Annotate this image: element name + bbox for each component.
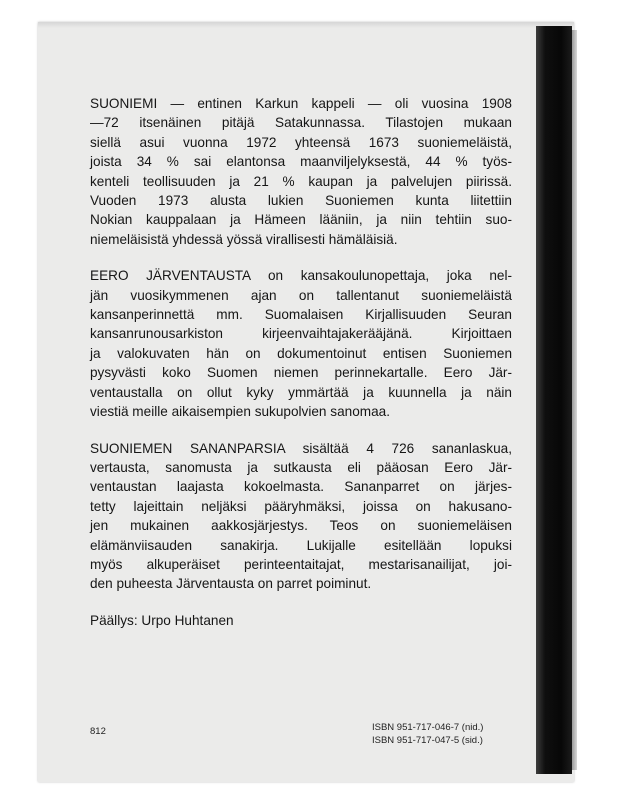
text-line: niemeläisistä yhdessä yössä virallisesti hämäläisiä. [90, 231, 398, 247]
text-line: kansanrunousarkiston kirjeenvaihtajakerääjänä. Kirjoittaen [90, 326, 512, 342]
text-line: SUONIEMEN SANANPARSIA sisältää 4 726 sananlaskua, [90, 440, 512, 456]
text-line: viestiä meille aikaisempien sukupolvien sanomaa. [90, 404, 390, 420]
text-line: vertausta, sanomusta ja sutkausta eli pääosan Eero Jär- [90, 459, 512, 475]
blurb-text [90, 94, 512, 647]
text-line: kenteli teollisuuden ja 21 % kaupan ja palvelujen piirissä. [90, 173, 512, 189]
paragraph-suoniemi [90, 94, 512, 249]
book-spine [536, 26, 572, 774]
text-line: siellä asui vuonna 1972 yhteensä 1673 suoniemeläistä, [90, 134, 512, 150]
text-line: Nokian kauppalaan ja Hämeen lääniin, ja niin tehtiin suo- [90, 212, 512, 228]
text-line: myös alkuperäiset perinteentaitajat, mestarisanailijat, joi- [90, 556, 512, 572]
isbn-paperback: ISBN 951-717-046-7 (nid.) [372, 722, 484, 733]
text-line: SUONIEMI — entinen Karkun kappeli — oli vuosina 1908 [90, 96, 512, 111]
paragraph-book [90, 439, 512, 594]
text-line: tetty lajeittain neljäksi pääryhmäksi, joissa on hakusano- [90, 498, 512, 514]
cover-top-shade [38, 22, 574, 28]
page-code: 812 [90, 726, 106, 737]
text-line: kansanperinnettä mm. Suomalaisen Kirjallisuuden Seuran [90, 307, 512, 323]
text-line: EERO JÄRVENTAUSTA on kansakoulunopettaja, joka nel- [90, 268, 512, 284]
text-line: pysyvästi koko Suomen niemen perinnekartalle. Eero Jär- [90, 365, 512, 381]
isbn-block [372, 721, 512, 747]
cover-credit: Päällys: Urpo Huhtanen [90, 612, 234, 628]
text-line: Vuoden 1973 alusta lukien Suoniemen kunta liitettiin [90, 193, 512, 209]
text-line: —72 itsenäinen pitäjä Satakunnassa. Tilastojen mukaan [90, 115, 512, 131]
spine-page-edge [572, 30, 577, 770]
text-line: den puheesta Järventausta on parret poiminut. [90, 576, 372, 592]
isbn-hardcover: ISBN 951-717-047-5 (sid.) [372, 735, 483, 746]
text-line: jän vuosikymmenen ajan on tallentanut suoniemeläistä [90, 287, 512, 303]
text-line: elämänviisauden sanakirja. Lukijalle esitellään lopuksi [90, 537, 512, 553]
paragraph-author [90, 266, 512, 421]
text-line: ventaustan laajasta kokoelmasta. Sananparret on järjes- [90, 479, 512, 495]
text-line: ja valokuvaten hän on dokumentoinut entisen Suoniemen [90, 345, 512, 361]
text-line: jen mukainen aakkosjärjestys. Teos on suoniemeläisen [90, 518, 512, 534]
text-line: ventaustalla on ollut kyky ymmärtää ja kuunnella ja näin [90, 384, 512, 400]
text-line: joista 34 % sai elantonsa maanviljelyksestä, 44 % työs- [90, 154, 512, 170]
